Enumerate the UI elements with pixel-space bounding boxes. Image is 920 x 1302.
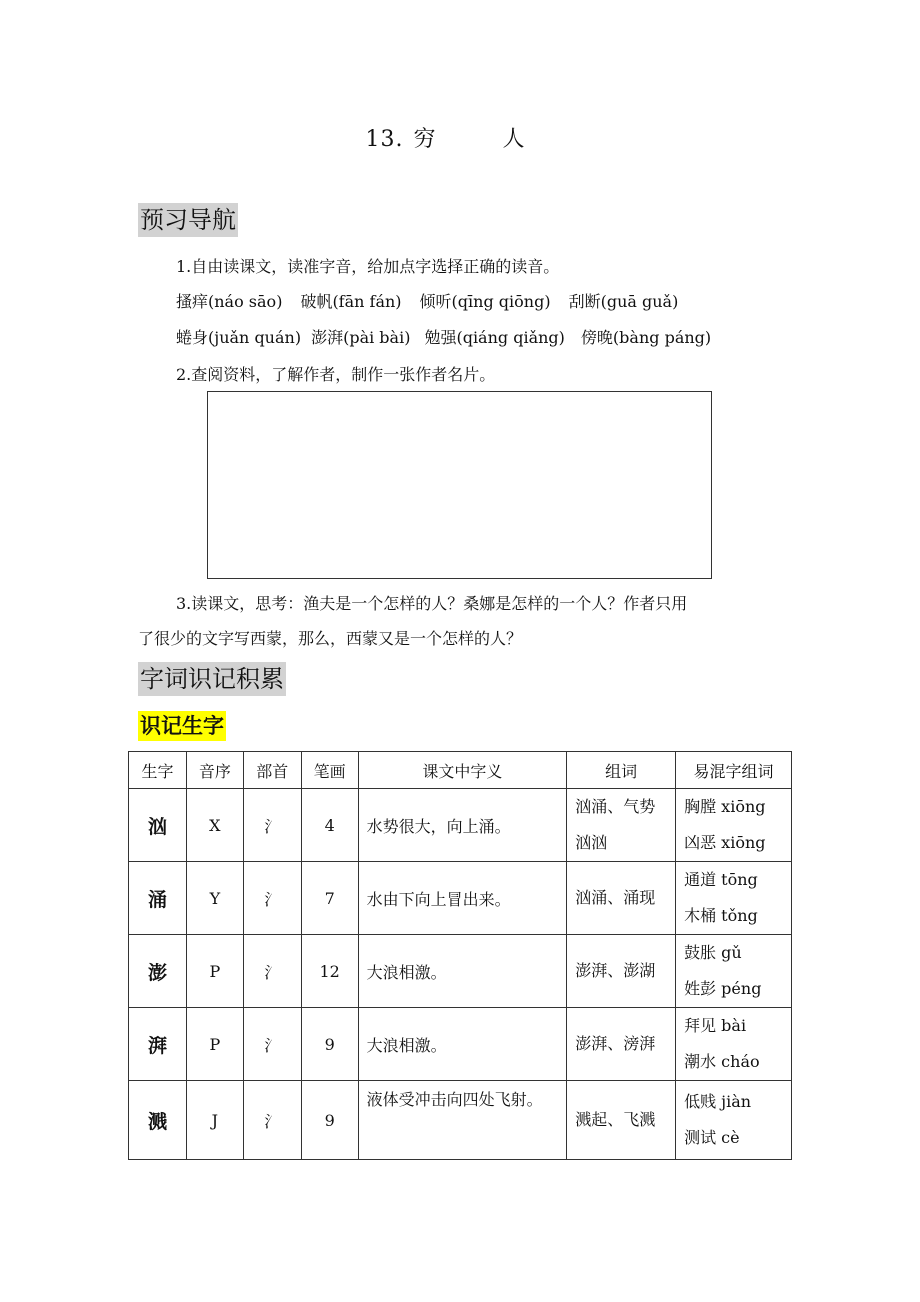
question-3-line-1: 3.读课文，思考：渔夫是一个怎样的人？桑娜是怎样的一个人？作者只用 bbox=[176, 594, 688, 613]
table-row bbox=[129, 789, 792, 862]
cell-seq: J bbox=[186, 1081, 243, 1160]
cell-meaning: 水由下向上冒出来。 bbox=[358, 862, 567, 935]
cell-meaning: 大浪相激。 bbox=[358, 935, 567, 1008]
word-line: 汹涌、气势 bbox=[575, 797, 656, 816]
cell-confuse bbox=[676, 935, 792, 1008]
confuse-line: 鼓胀 gǔ bbox=[684, 943, 742, 962]
word-line: 汹涌、涌现 bbox=[575, 888, 656, 907]
confuse-line: 拜见 bài bbox=[684, 1016, 747, 1035]
cell-radical: 氵 bbox=[243, 935, 301, 1008]
pinyin-item: 破帆(fān fán) bbox=[300, 292, 402, 311]
confuse-line: 低贱 jiàn bbox=[684, 1092, 752, 1111]
cell-words bbox=[567, 1081, 676, 1160]
header-seq: 音序 bbox=[186, 752, 243, 789]
word-line: 澎湃、澎湖 bbox=[575, 961, 656, 980]
cell-strokes: 7 bbox=[301, 862, 358, 935]
word-line: 溅起、飞溅 bbox=[575, 1110, 656, 1129]
cell-confuse bbox=[676, 862, 792, 935]
page-title bbox=[0, 122, 920, 153]
cell-char: 涌 bbox=[129, 862, 187, 935]
lesson-number: 13. bbox=[365, 127, 404, 152]
cell-confuse bbox=[676, 1081, 792, 1160]
confuse-line: 姓彭 péng bbox=[684, 979, 762, 998]
pinyin-row-2 bbox=[176, 325, 711, 348]
cell-meaning: 液体受冲击向四处飞射。 bbox=[358, 1081, 567, 1160]
section-words-heading: 字词识记积累 bbox=[138, 662, 286, 696]
table-row bbox=[129, 862, 792, 935]
pinyin-item: 勉强(qiáng qiǎng) bbox=[424, 328, 565, 347]
cell-char: 澎 bbox=[129, 935, 187, 1008]
cell-words bbox=[567, 1008, 676, 1081]
cell-confuse bbox=[676, 1008, 792, 1081]
cell-meaning: 大浪相激。 bbox=[358, 1008, 567, 1081]
cell-char: 汹 bbox=[129, 789, 187, 862]
cell-seq: X bbox=[186, 789, 243, 862]
cell-char: 湃 bbox=[129, 1008, 187, 1081]
header-words: 组词 bbox=[567, 752, 676, 789]
cell-meaning: 水势很大，向上涌。 bbox=[358, 789, 567, 862]
author-card-box[interactable] bbox=[207, 391, 712, 579]
header-radical: 部首 bbox=[243, 752, 301, 789]
cell-radical: 氵 bbox=[243, 789, 301, 862]
header-char: 生字 bbox=[129, 752, 187, 789]
char-table bbox=[128, 751, 792, 1160]
pinyin-item: 傍晚(bàng páng) bbox=[580, 328, 712, 347]
cell-strokes: 9 bbox=[301, 1008, 358, 1081]
confuse-line: 通道 tōng bbox=[684, 870, 758, 889]
table-row bbox=[129, 1081, 792, 1160]
cell-strokes: 4 bbox=[301, 789, 358, 862]
header-meaning: 课文中字义 bbox=[358, 752, 567, 789]
table-row bbox=[129, 1008, 792, 1081]
pinyin-item: 倾听(qīng qiōng) bbox=[419, 292, 551, 311]
cell-words bbox=[567, 935, 676, 1008]
cell-seq: Y bbox=[186, 862, 243, 935]
lesson-name: 穷 人 bbox=[413, 127, 555, 152]
cell-radical: 氵 bbox=[243, 1081, 301, 1160]
section-preview-heading: 预习导航 bbox=[138, 203, 238, 237]
cell-confuse bbox=[676, 789, 792, 862]
confuse-line: 凶恶 xiōng bbox=[684, 833, 766, 852]
confuse-line: 胸膛 xiōng bbox=[684, 797, 766, 816]
question-2: 2.查阅资料，了解作者，制作一张作者名片。 bbox=[176, 365, 496, 384]
cell-strokes: 12 bbox=[301, 935, 358, 1008]
question-3-line-2: 了很少的文字写西蒙，那么，西蒙又是一个怎样的人？ bbox=[138, 629, 523, 648]
cell-radical: 氵 bbox=[243, 862, 301, 935]
pinyin-row-1 bbox=[176, 289, 696, 312]
cell-seq: P bbox=[186, 935, 243, 1008]
confuse-line: 潮水 cháo bbox=[684, 1052, 760, 1071]
table-row bbox=[129, 935, 792, 1008]
cell-seq: P bbox=[186, 1008, 243, 1081]
word-line: 汹汹 bbox=[575, 833, 608, 852]
word-line: 澎湃、滂湃 bbox=[575, 1034, 656, 1053]
cell-strokes: 9 bbox=[301, 1081, 358, 1160]
header-confuse: 易混字组词 bbox=[676, 752, 792, 789]
confuse-line: 木桶 tǒng bbox=[684, 906, 758, 925]
sub-heading-chars: 识记生字 bbox=[138, 711, 226, 741]
header-strokes: 笔画 bbox=[301, 752, 358, 789]
cell-radical: 氵 bbox=[243, 1008, 301, 1081]
cell-words bbox=[567, 862, 676, 935]
confuse-line: 测试 cè bbox=[684, 1128, 740, 1147]
cell-words bbox=[567, 789, 676, 862]
question-1: 1.自由读课文，读准字音，给加点字选择正确的读音。 bbox=[176, 257, 560, 276]
table-header-row bbox=[129, 752, 792, 789]
pinyin-item: 刮断(guā guǎ) bbox=[568, 292, 679, 311]
cell-char: 溅 bbox=[129, 1081, 187, 1160]
pinyin-item: 搔痒(náo sāo) bbox=[176, 292, 283, 311]
pinyin-item: 澎湃(pài bài) bbox=[311, 328, 411, 347]
pinyin-item: 蜷身(juǎn quán) bbox=[176, 328, 302, 347]
